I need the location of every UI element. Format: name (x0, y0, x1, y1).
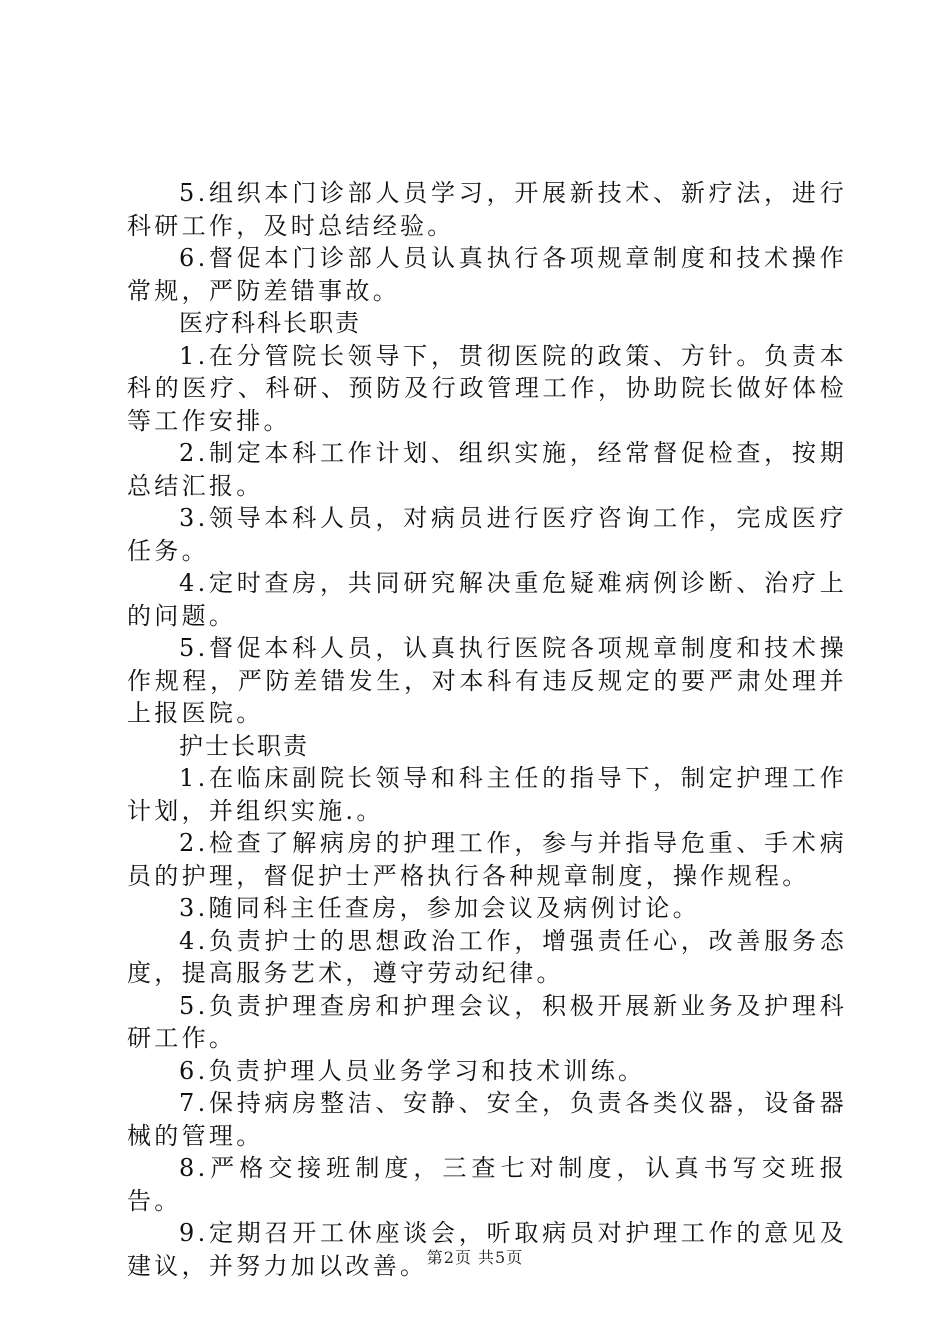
document-body (127, 177, 847, 1282)
paragraph-nurse-item-7: 7.保持病房整洁、安静、安全，负责各类仪器，设备器械的管理。 (127, 1089, 847, 1150)
paragraph-nurse-item-8: 8.严格交接班制度，三查七对制度，认真书写交班报告。 (127, 1154, 847, 1215)
paragraph-nurse-item-6: 6.负责护理人员业务学习和技术训练。 (179, 1056, 646, 1085)
paragraph-outpatient-item-6: 6.督促本门诊部人员认真执行各项规章制度和技术操作常规，严防差错事故。 (127, 244, 847, 305)
paragraph-nurse-item-5: 5.负责护理查房和护理会议，积极开展新业务及护理科研工作。 (127, 991, 847, 1052)
paragraph-nurse-item-9: 9.定期召开工休座谈会，听取病员对护理工作的意见及建议，并努力加以改善。 (127, 1219, 847, 1280)
section-heading-medical-chief: 医疗科科长职责 (179, 309, 361, 337)
paragraph-medical-item-1: 1.在分管院长领导下，贯彻医院的政策、方针。负责本科的医疗、科研、预防及行政管理工作，协助院长做好体检等工作安排。 (127, 341, 847, 435)
paragraph-medical-item-4: 4.定时查房，共同研究解决重危疑难病例诊断、治疗上的问题。 (127, 569, 847, 630)
paragraph-nurse-item-1: 1.在临床副院长领导和科主任的指导下，制定护理工作计划，并组织实施.。 (127, 764, 847, 825)
paragraph-medical-item-5: 5.督促本科人员，认真执行医院各项规章制度和技术操作规程，严防差错发生，对本科有违反规定的要严肃处理并上报医院。 (127, 634, 847, 727)
section-heading-head-nurse: 护士长职责 (179, 731, 309, 760)
paragraph-nurse-item-2: 2.检查了解病房的护理工作，参与并指导危重、手术病员的护理，督促护士严格执行各种规章制度，操作规程。 (127, 829, 847, 890)
paragraph-nurse-item-4: 4.负责护士的思想政治工作，增强责任心，改善服务态度，提高服务艺术，遵守劳动纪律。 (127, 926, 847, 987)
page-number-footer: 第2页 共5页 (426, 1248, 524, 1267)
paragraph-nurse-item-3: 3.随同科主任查房，参加会议及病例讨论。 (179, 894, 700, 922)
paragraph-medical-item-2: 2.制定本科工作计划、组织实施，经常督促检查，按期总结汇报。 (127, 439, 847, 500)
paragraph-outpatient-item-5: 5.组织本门诊部人员学习，开展新技术、新疗法，进行科研工作，及时总结经验。 (127, 179, 847, 240)
paragraph-medical-item-3: 3.领导本科人员，对病员进行医疗咨询工作，完成医疗任务。 (127, 504, 847, 565)
